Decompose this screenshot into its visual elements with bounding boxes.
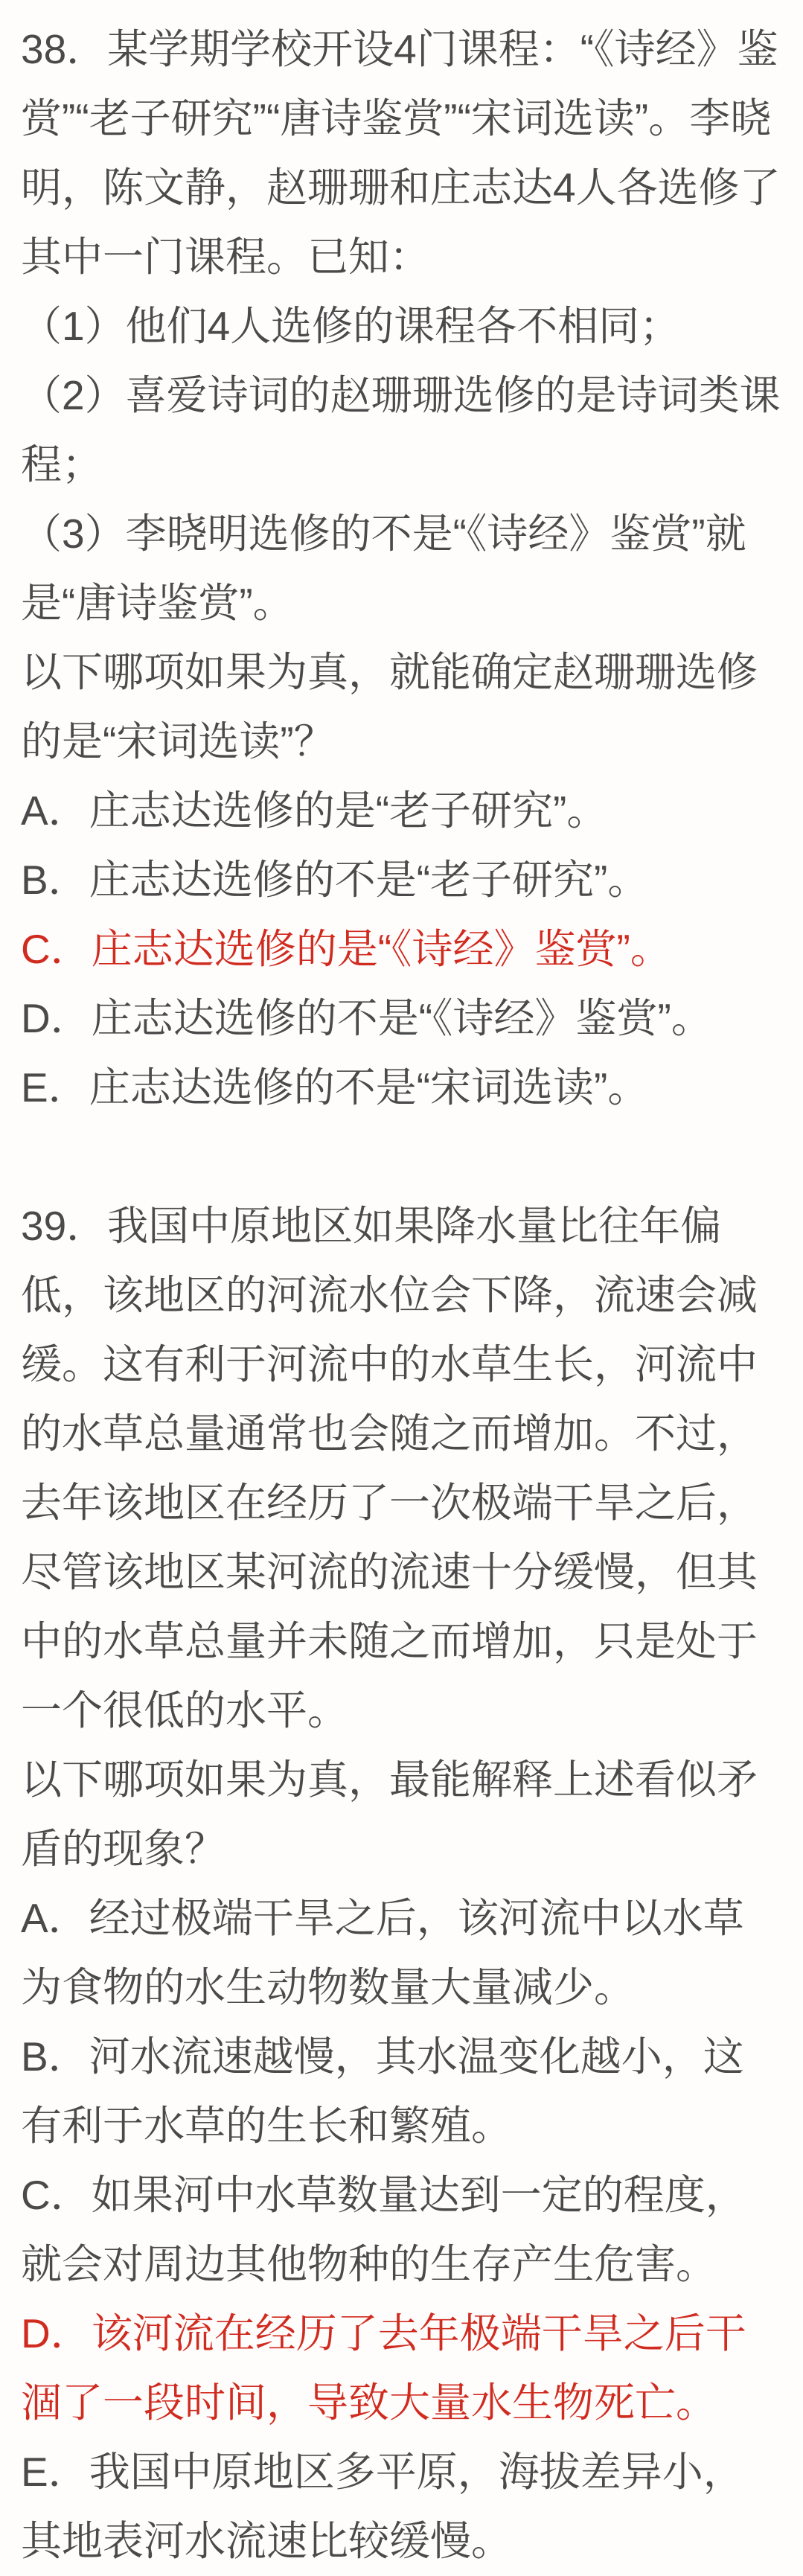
q38-option-b-text: 庄志达选修的不是“老子研究”。	[89, 857, 649, 903]
q39-option-a-label: A．	[21, 1895, 89, 1941]
question-38-block	[21, 15, 782, 1122]
q38-condition-3: （3）李晓明选修的不是“《诗经》鉴赏”就是“唐诗鉴赏”。	[21, 511, 746, 626]
q39-option-e-label: E．	[21, 2449, 89, 2495]
q39-option-c-text: 如果河中水草数量达到一定的程度，就会对周边其他物种的生存产生危害。	[21, 2172, 746, 2287]
q39-option-c	[21, 2161, 782, 2299]
q39-stem-paragraph-1: 39．我国中原地区如果降水量比往年偏低，该地区的河流水位会下降，流速会减缓。这有利于河流中的水草生长，河流中的水草总量通常也会随之而增加。不过，去年该地区在经历了一次极端干旱之后，尽管该地区某河流的流速十分缓慢，但其中的水草总量并未随之而增加，只是处于一个很低的水平。	[21, 1203, 758, 1733]
q38-option-c-text: 庄志达选修的是“《诗经》鉴赏”。	[91, 926, 671, 972]
q39-option-b-text: 河水流速越慢，其水温变化越小，这有利于水草的生长和繁殖。	[21, 2033, 744, 2149]
q39-option-b	[21, 2022, 782, 2161]
q39-option-d-highlighted-answer	[21, 2299, 782, 2438]
q38-option-b	[21, 846, 782, 915]
q39-option-d-label: D．	[21, 2310, 92, 2356]
q38-option-e-text: 庄志达选修的不是“宋词选读”。	[89, 1064, 649, 1110]
q38-option-a-label: A．	[21, 787, 89, 834]
q38-option-d-label: D．	[21, 995, 92, 1041]
q39-option-c-label: C．	[21, 2172, 92, 2218]
q38-option-c-highlighted-answer	[21, 915, 782, 984]
q39-option-e	[21, 2438, 782, 2576]
q38-option-a-text: 庄志达选修的是“老子研究”。	[89, 787, 608, 834]
q38-option-d	[21, 984, 782, 1053]
q39-question-line: 以下哪项如果为真，最能解释上述看似矛盾的现象？	[21, 1757, 758, 1872]
q38-question-line: 以下哪项如果为真，就能确定赵珊珊选修的是“宋词选读”？	[21, 649, 758, 764]
q38-stem-paragraph-1: 38．某学期学校开设4门课程：“《诗经》鉴赏”“老子研究”“唐诗鉴赏”“宋词选读”。李晓明，陈文静，赵珊珊和庄志达4人各选修了其中一门课程。已知：	[21, 26, 781, 280]
q38-option-a	[21, 776, 782, 846]
question-39-block	[21, 1192, 782, 2576]
q39-option-a-text: 经过极端干旱之后，该河流中以水草为食物的水生动物数量大量减少。	[21, 1895, 744, 2010]
q39-option-b-label: B．	[21, 2033, 89, 2080]
q38-option-e-label: E．	[21, 1064, 89, 1110]
q38-option-d-text: 庄志达选修的不是“《诗经》鉴赏”。	[91, 995, 712, 1041]
q38-condition-2: （2）喜爱诗词的赵珊珊选修的是诗词类课程；	[21, 372, 781, 488]
q39-option-a	[21, 1884, 782, 2022]
q38-condition-1: （1）他们4人选修的课程各不相同；	[21, 303, 681, 349]
q39-option-d-text: 该河流在经历了去年极端干旱之后干涸了一段时间，导致大量水生物死亡。	[21, 2310, 746, 2426]
q38-option-b-label: B．	[21, 857, 89, 903]
q38-option-c-label: C．	[21, 926, 92, 972]
q39-option-e-text: 我国中原地区多平原，海拔差异小，其地表河水流速比较缓慢。	[21, 2449, 744, 2564]
q38-option-e	[21, 1053, 782, 1122]
